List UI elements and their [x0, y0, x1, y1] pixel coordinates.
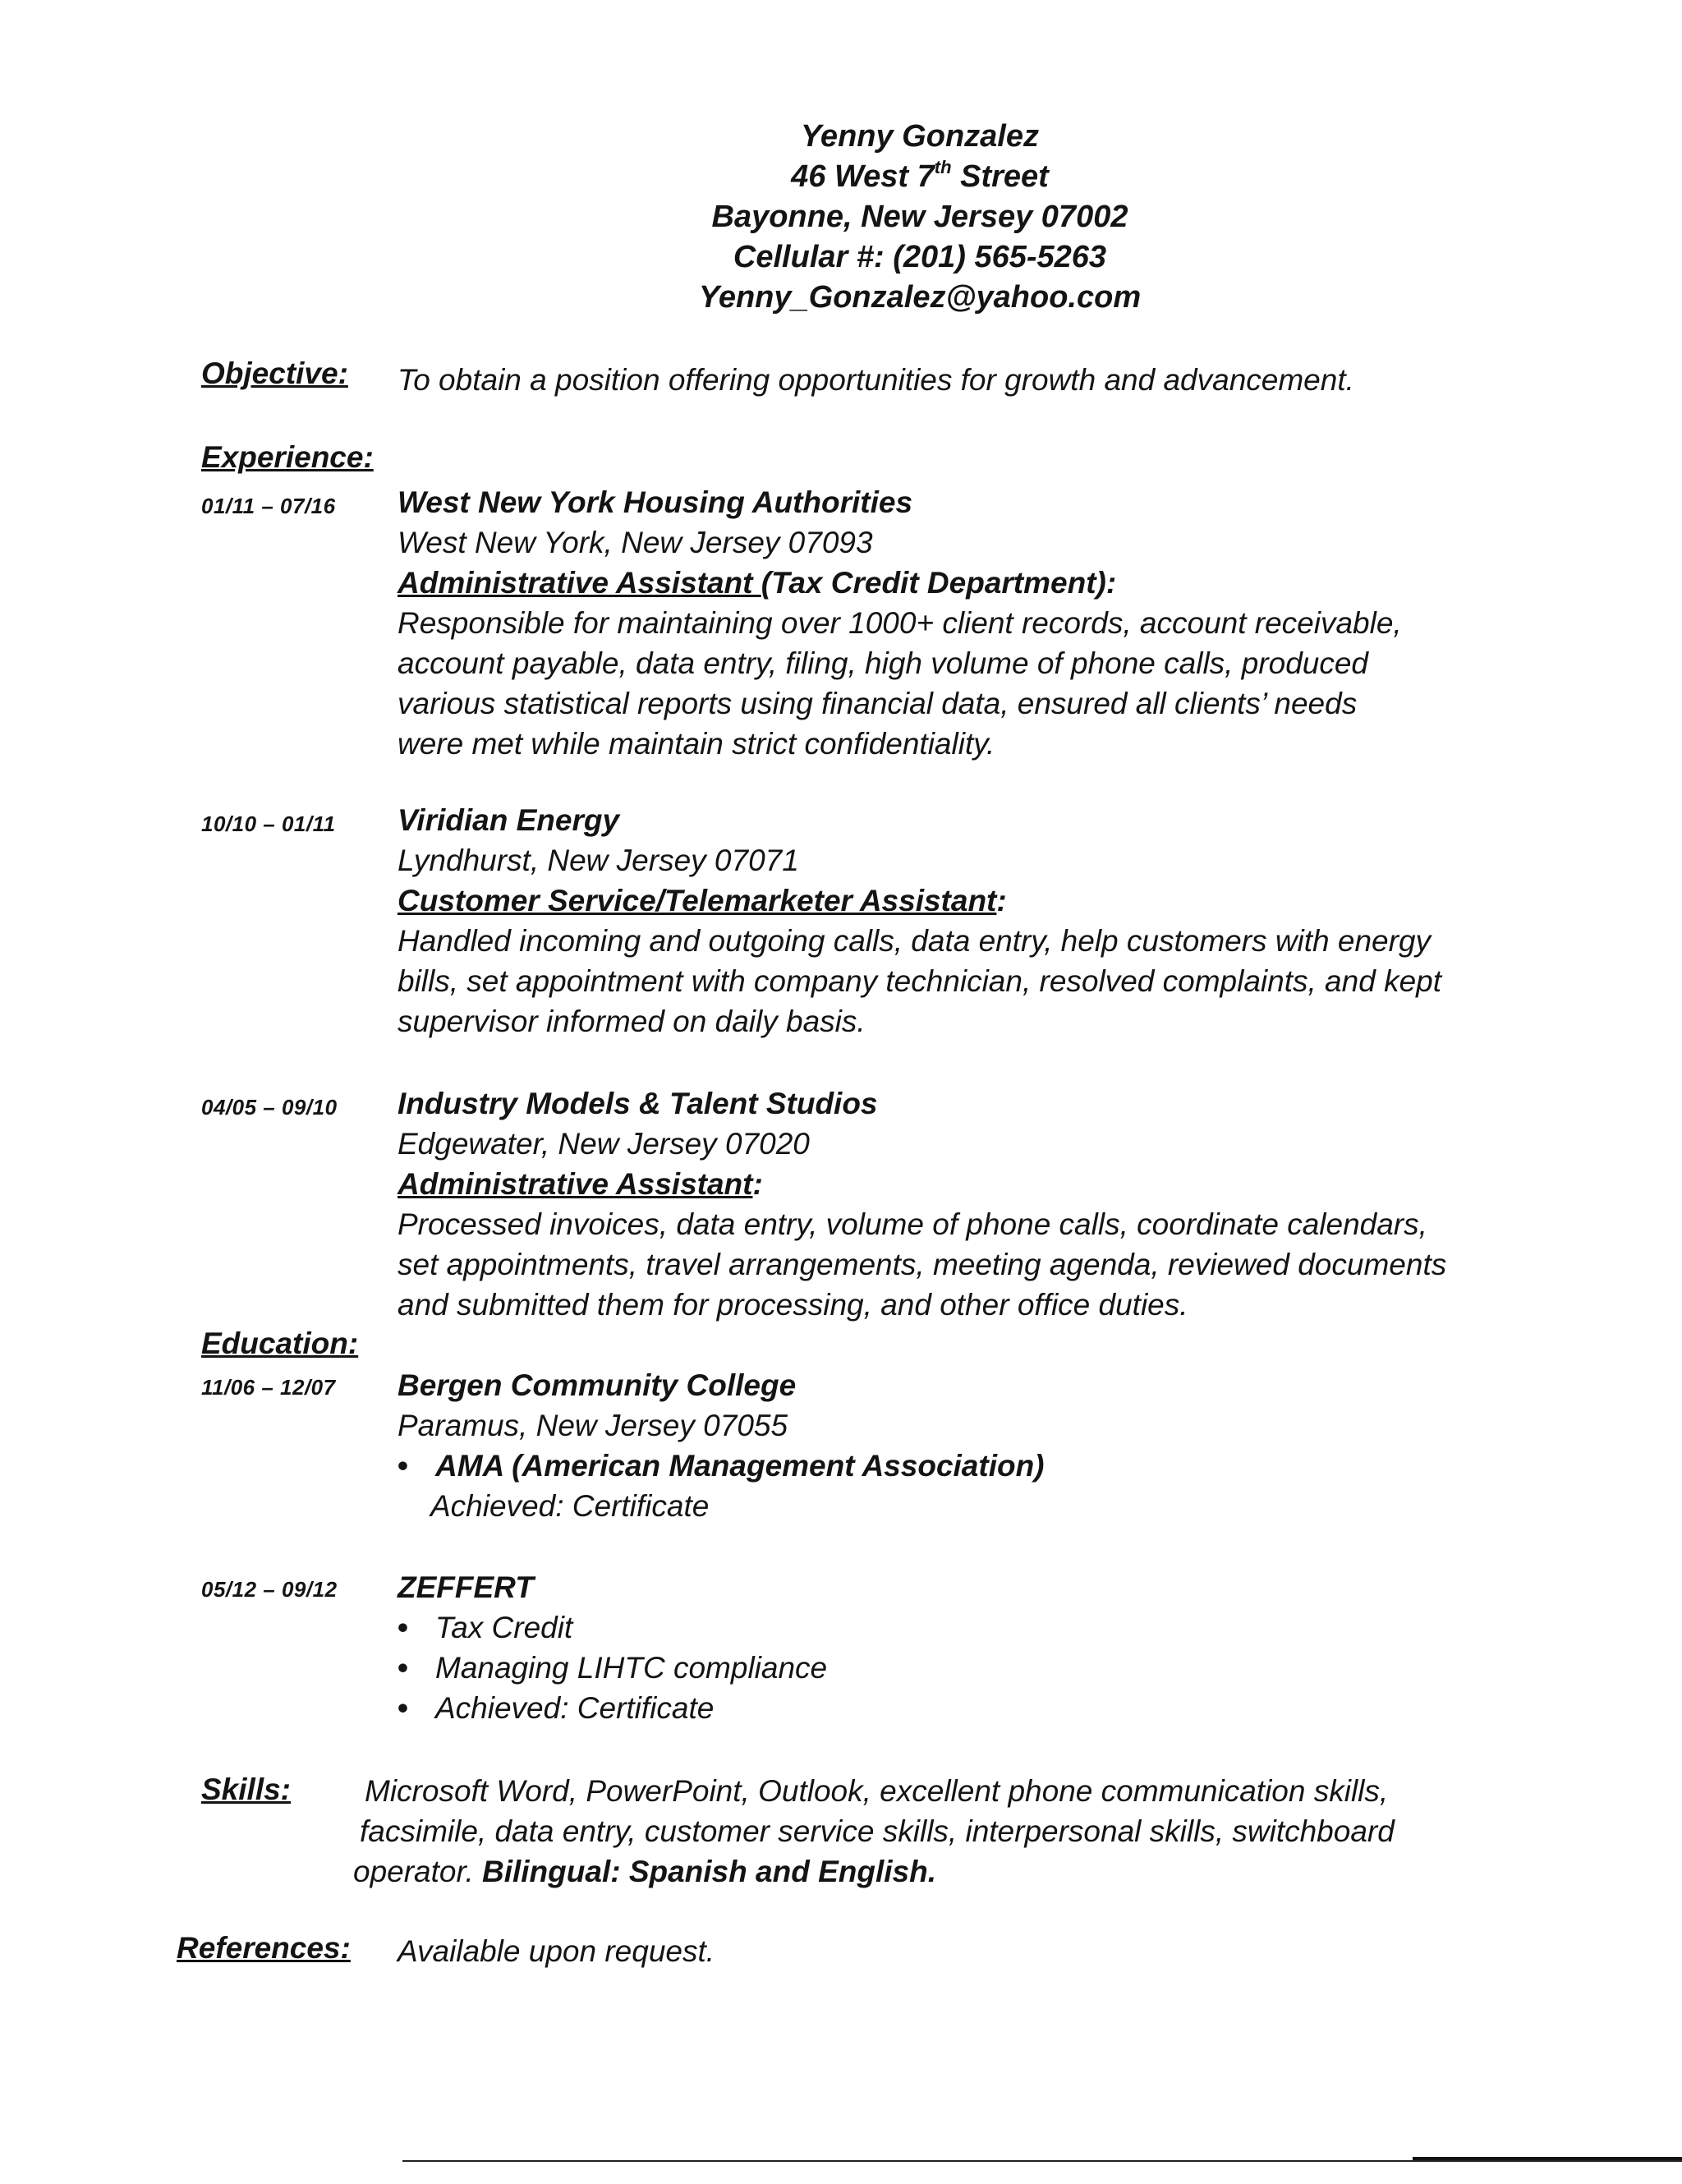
course-bullet: • Achieved: Certificate [398, 1688, 827, 1728]
job-entry [398, 1083, 1446, 1325]
job-entry [398, 800, 1441, 1041]
phone-number: Cellular #: (201) 565-5263 [733, 240, 1107, 274]
company-name: Industry Models & Talent Studios [398, 1087, 878, 1120]
school-name: Bergen Community College [398, 1368, 797, 1402]
job-description-line: various statistical reports using financial data, ensured all clients’ needs [398, 687, 1358, 720]
references-label: References: [177, 1931, 351, 1965]
street-address: 46 West 7th Street [791, 157, 1049, 194]
company-location: West New York, New Jersey 07093 [398, 526, 873, 559]
school-dates: 11/06 – 12/07 [201, 1375, 336, 1400]
job-description-line: Responsible for maintaining over 1000+ client records, account receivable, [398, 606, 1402, 640]
school-dates: 05/12 – 09/12 [201, 1577, 338, 1602]
references-text: Available upon request. [398, 1934, 715, 1968]
school-entry [398, 1365, 1045, 1526]
company-location: Lyndhurst, New Jersey 07071 [398, 844, 799, 877]
job-dates: 10/10 – 01/11 [201, 812, 336, 836]
bottom-rule [402, 2160, 1682, 2162]
email-address: Yenny_Gonzalez@yahoo.com [698, 280, 1142, 315]
job-description-line: set appointments, travel arrangements, meeting agenda, reviewed documents [398, 1248, 1447, 1281]
job-title: Administrative Assistant: [398, 1167, 763, 1201]
course-bullet: • Tax Credit [398, 1607, 827, 1648]
bottom-rule-heavy [1413, 2157, 1682, 2160]
job-description-line: account payable, data entry, filing, high volume of phone calls, produced [398, 646, 1369, 680]
job-dates: 01/11 – 07/16 [201, 494, 336, 518]
education-label: Education: [201, 1326, 359, 1360]
objective-text: To obtain a position offering opportunities for growth and advancement. [398, 363, 1354, 397]
city-state-zip: Bayonne, New Jersey 07002 [711, 200, 1128, 234]
job-description-line: Handled incoming and outgoing calls, data entry, help customers with energy [398, 924, 1432, 958]
job-title: Administrative Assistant (Tax Credit Department): [398, 566, 1117, 600]
job-title: Customer Service/Telemarketer Assistant: [398, 884, 1007, 917]
contact-header [0, 117, 1682, 318]
experience-label: Experience: [201, 440, 374, 474]
applicant-name: Yenny Gonzalez [801, 119, 1039, 154]
job-description-line: were met while maintain strict confidentiality. [398, 727, 995, 761]
job-description-line: and submitted them for processing, and other office duties. [398, 1288, 1188, 1322]
company-location: Edgewater, New Jersey 07020 [398, 1127, 810, 1161]
skills-text: Microsoft Word, PowerPoint, Outlook, excellent phone communication skills, facsimile, data entry, customer service skills, interpersonal skills, switchboard operator. Bilingual: Spanish and English. [353, 1774, 1395, 1888]
school-entry [398, 1567, 827, 1728]
company-name: West New York Housing Authorities [398, 485, 913, 519]
school-name: ZEFFERT [398, 1570, 534, 1604]
job-description-line: Processed invoices, data entry, volume of phone calls, coordinate calendars, [398, 1207, 1427, 1241]
achievement: Achieved: Certificate [430, 1489, 710, 1523]
program-bullet: • AMA (American Management Association) [398, 1446, 1045, 1486]
company-name: Viridian Energy [398, 803, 620, 837]
job-entry [398, 482, 1402, 764]
job-description-line: supervisor informed on daily basis. [398, 1005, 866, 1038]
course-bullet: • Managing LIHTC compliance [398, 1648, 827, 1688]
school-location: Paramus, New Jersey 07055 [398, 1409, 788, 1442]
skills-label: Skills: [201, 1772, 291, 1806]
objective-label: Objective: [201, 356, 348, 390]
job-description-line: bills, set appointment with company technician, resolved complaints, and kept [398, 964, 1442, 998]
job-dates: 04/05 – 09/10 [201, 1095, 338, 1120]
